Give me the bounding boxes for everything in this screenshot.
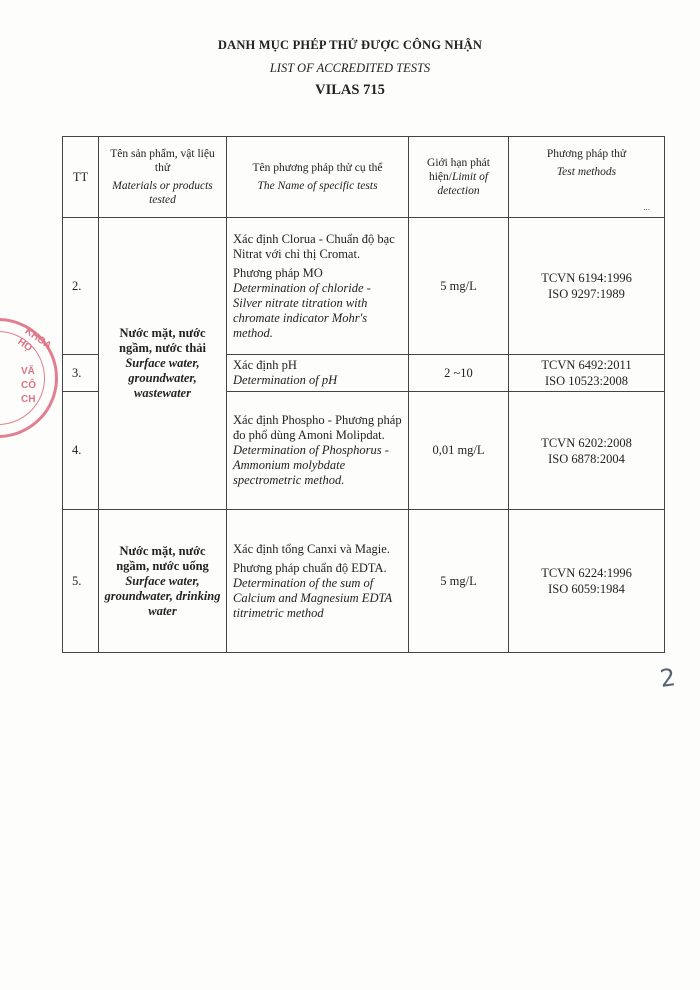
seal-stamp: KHOA HỌ VĂ CÔ CH bbox=[0, 318, 58, 438]
page-mark: 2 bbox=[658, 663, 678, 693]
col-header-product: Tên sản phẩm, vật liệu thử Materials or products tested bbox=[99, 137, 227, 218]
detection-limit: 5 mg/L bbox=[409, 218, 509, 355]
table-row bbox=[63, 510, 665, 653]
test-method-cell: TCVN 6224:1996 ISO 6059:1984 bbox=[509, 510, 665, 653]
col-header-limit: Giới hạn phát hiện/Limit of detection bbox=[409, 137, 509, 218]
table-header-row bbox=[63, 137, 665, 218]
accreditation-code: VILAS 715 bbox=[315, 82, 385, 98]
test-method-cell: TCVN 6194:1996 ISO 9297:1989 bbox=[509, 218, 665, 355]
col-header-method: Phương pháp thử Test methods ... bbox=[509, 137, 665, 218]
test-method-cell: TCVN 6202:2008 ISO 6878:2004 bbox=[509, 392, 665, 510]
test-name-cell: Xác định Phospho - Phương pháp đo phổ dùng Amoni Molipdat. Determination of Phosphorus - Ammonium molybdate spectrometric method. bbox=[227, 392, 409, 510]
product-group-cell: Nước mặt, nước ngầm, nước uống Surface water, groundwater, drinking water bbox=[99, 510, 227, 653]
row-number: 5. bbox=[63, 510, 99, 653]
detection-limit: 0,01 mg/L bbox=[409, 392, 509, 510]
accredited-tests-table bbox=[62, 136, 665, 653]
col-header-test: Tên phương pháp thử cụ thể The Name of specific tests bbox=[227, 137, 409, 218]
test-name-cell: Xác định Clorua - Chuẩn độ bạc Nitrat với chỉ thị Cromat. Phương pháp MO Determination of chloride - Silver nitrate titration with chromate indicator Mohr's method. bbox=[227, 218, 409, 355]
test-name-cell: Xác định pH Determination of pH bbox=[227, 355, 409, 392]
col-header-tt: TT bbox=[63, 137, 99, 218]
document-subtitle: LIST OF ACCREDITED TESTS bbox=[269, 61, 431, 75]
table-row bbox=[63, 218, 665, 355]
detection-limit: 5 mg/L bbox=[409, 510, 509, 653]
row-number: 2. bbox=[63, 218, 99, 355]
detection-limit: 2 ~10 bbox=[409, 355, 509, 392]
row-number: 3. bbox=[63, 355, 99, 392]
row-number: 4. bbox=[63, 392, 99, 510]
test-name-cell: Xác định tổng Canxi và Magie. Phương pháp chuẩn độ EDTA. Determination of the sum of Calcium and Magnesium EDTA titrimetric method bbox=[227, 510, 409, 653]
document-title: DANH MỤC PHÉP THỬ ĐƯỢC CÔNG NHẬN bbox=[217, 38, 483, 52]
test-method-cell: TCVN 6492:2011 ISO 10523:2008 bbox=[509, 355, 665, 392]
product-group-cell: Nước mặt, nước ngầm, nước thải Surface water, groundwater, wastewater bbox=[99, 218, 227, 510]
